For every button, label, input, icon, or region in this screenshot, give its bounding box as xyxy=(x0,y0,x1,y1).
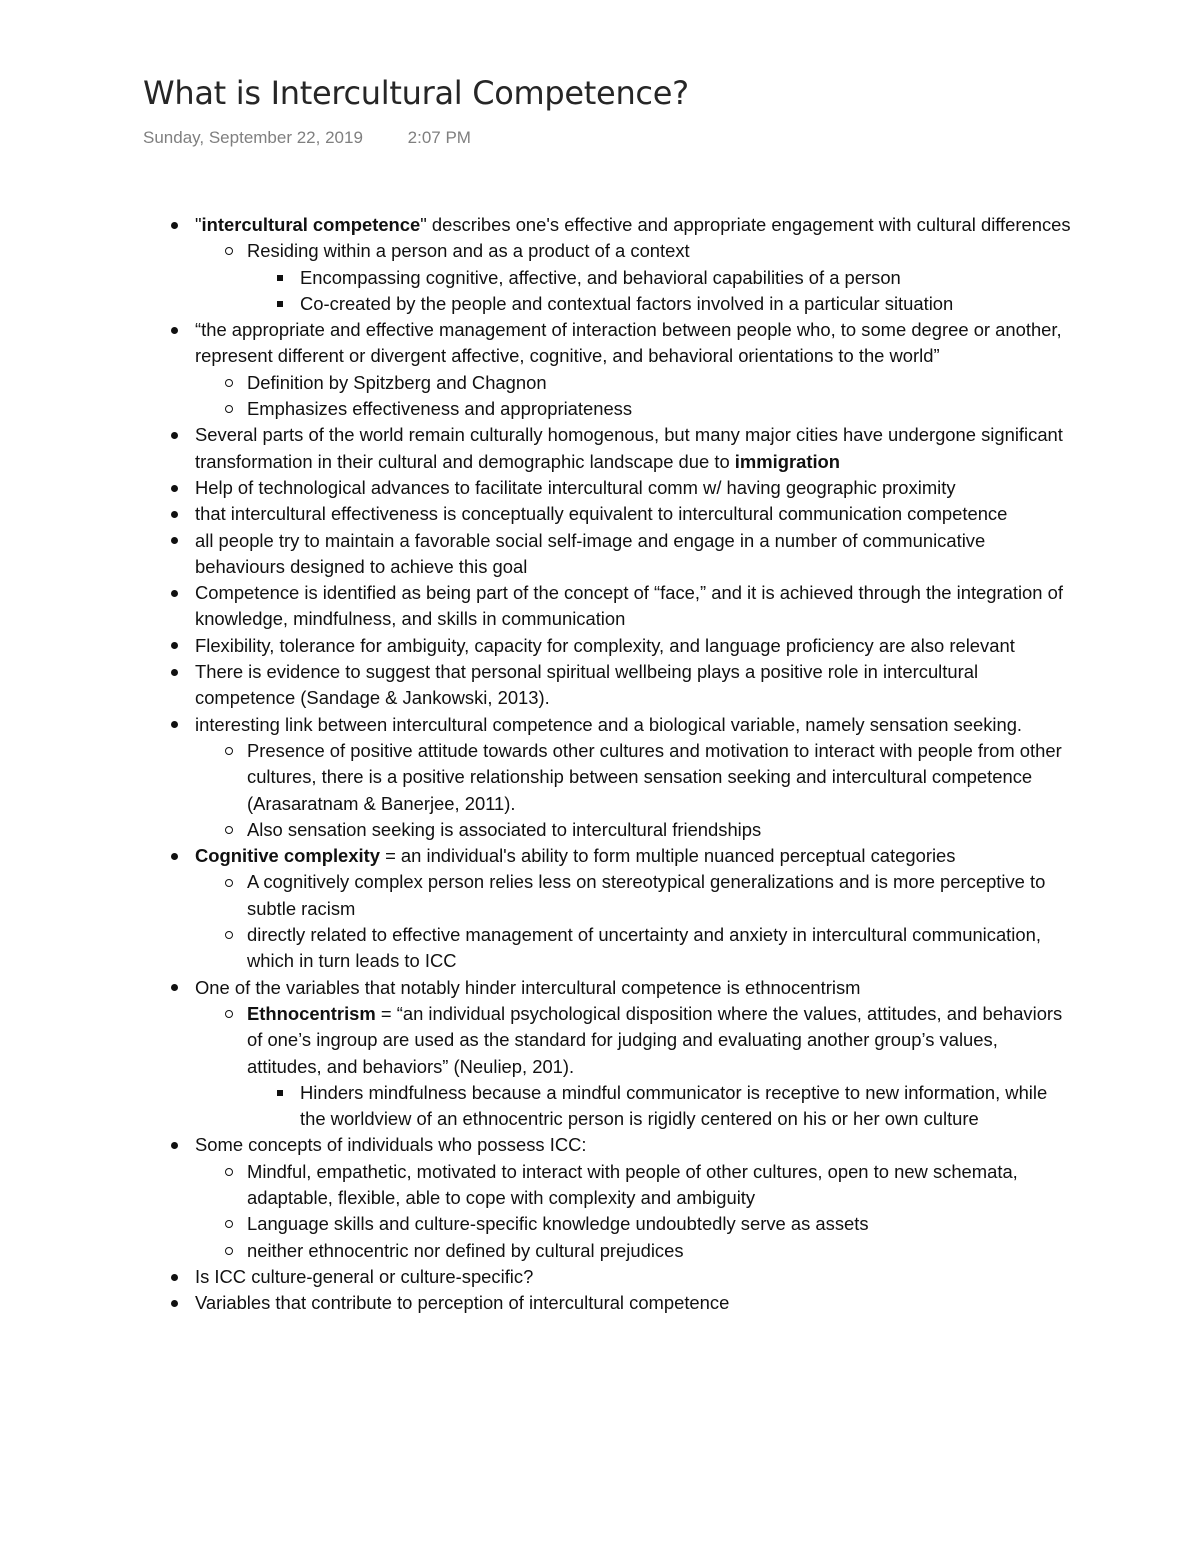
text-run: Definition by Spitzberg and Chagnon xyxy=(247,371,547,393)
hollow-circle-bullet-icon xyxy=(222,396,236,422)
text-run: Residing within a person and as a product of a context xyxy=(247,240,690,262)
filled-circle-bullet-icon xyxy=(167,528,181,554)
hollow-circle-bullet-icon xyxy=(222,238,236,264)
list-item xyxy=(195,528,1075,581)
list-item xyxy=(195,501,1075,527)
list-item xyxy=(195,1132,1075,1158)
text-run: Emphasizes effectiveness and appropriateness xyxy=(247,398,633,420)
list-item-text xyxy=(247,922,1075,975)
list-item xyxy=(300,291,1075,317)
list-item-text xyxy=(247,817,1075,843)
text-run: Several parts of the world remain culturally homogenous, but many major cities have undergone significant transformation in their cultural and demographic landscape due to xyxy=(195,424,1063,472)
bold-term: immigration xyxy=(734,450,841,472)
list-item-text xyxy=(300,291,1075,317)
list-item-text xyxy=(195,1264,1075,1290)
text-run: Also sensation seeking is associated to intercultural friendships xyxy=(247,818,762,840)
note-time: 2:07 PM xyxy=(407,128,471,147)
text-run: A cognitively complex person relies less on stereotypical generalizations and is more perceptive to subtle racism xyxy=(247,871,1046,919)
text-run: Competence is identified as being part of the concept of “face,” and it is achieved through the integration of knowledge, mindfulness, and skills in communication xyxy=(195,582,1063,630)
list-item xyxy=(195,475,1075,501)
list-item xyxy=(247,1238,1075,1264)
text-run: interesting link between intercultural competence and a biological variable, namely sensation seeking. xyxy=(195,713,1023,735)
text-run: Encompassing cognitive, affective, and behavioral capabilities of a person xyxy=(300,266,901,288)
list-item-text xyxy=(195,212,1075,238)
filled-circle-bullet-icon xyxy=(167,1264,181,1290)
page-title: What is Intercultural Competence? xyxy=(143,74,689,112)
list-item-text xyxy=(195,659,1075,712)
list-item-text xyxy=(195,712,1075,738)
list-item-text xyxy=(195,843,1075,869)
text-run: Presence of positive attitude towards other cultures and motivation to interact with people from other cultures, there is a positive relationship between sensation seeking and intercultural competence (Arasaratnam & Banerjee, 2011). xyxy=(247,739,1062,814)
bold-term: Cognitive complexity xyxy=(195,845,380,867)
list-item xyxy=(247,817,1075,843)
text-run: There is evidence to suggest that personal spiritual wellbeing plays a positive role in intercultural competence (Sandage & Jankowski, 2013). xyxy=(195,661,979,709)
square-bullet-icon xyxy=(274,265,286,291)
list-item xyxy=(195,843,1075,869)
list-item-text xyxy=(195,1290,1075,1316)
filled-circle-bullet-icon xyxy=(167,475,181,501)
list-item xyxy=(247,1001,1075,1080)
list-item-text xyxy=(195,501,1075,527)
list-item-text xyxy=(195,528,1075,581)
list-item-text xyxy=(195,633,1075,659)
filled-circle-bullet-icon xyxy=(167,1132,181,1158)
text-run: = “an individual psychological disposition where the values, attitudes, and behaviors of one’s ingroup are used as the standard for judging and evaluating another group’s values, attitudes, and behaviors” (Neuliep, 201). xyxy=(247,1002,1063,1077)
filled-circle-bullet-icon xyxy=(167,212,181,238)
list-item-text xyxy=(247,1001,1075,1080)
filled-circle-bullet-icon xyxy=(167,580,181,606)
hollow-circle-bullet-icon xyxy=(222,1001,236,1027)
list-item-text xyxy=(195,317,1075,370)
filled-circle-bullet-icon xyxy=(167,422,181,448)
text-run: Mindful, empathetic, motivated to interact with people of other cultures, open to new schemata, adaptable, flexible, able to cope with complexity and ambiguity xyxy=(247,1160,1018,1208)
list-item xyxy=(195,317,1075,370)
list-item xyxy=(195,975,1075,1001)
list-item-text xyxy=(247,1211,1075,1237)
text-run: One of the variables that notably hinder intercultural competence is ethnocentrism xyxy=(195,976,861,998)
list-item xyxy=(247,1211,1075,1237)
list-item xyxy=(247,738,1075,817)
list-item-text xyxy=(300,265,1075,291)
list-item xyxy=(300,265,1075,291)
text-run: neither ethnocentric nor defined by cultural prejudices xyxy=(247,1239,684,1261)
filled-circle-bullet-icon xyxy=(167,501,181,527)
text-run: all people try to maintain a favorable social self-image and engage in a number of communicative behaviours designed to achieve this goal xyxy=(195,529,986,577)
text-run: " describes one's effective and appropriate engagement with cultural differences xyxy=(420,214,1071,235)
text-run: = an individual's ability to form multiple nuanced perceptual categories xyxy=(379,845,956,867)
list-item-text xyxy=(195,1132,1075,1158)
hollow-circle-bullet-icon xyxy=(222,922,236,948)
list-item xyxy=(195,212,1075,238)
filled-circle-bullet-icon xyxy=(167,975,181,1001)
list-item-text xyxy=(195,580,1075,633)
list-item xyxy=(195,1264,1075,1290)
list-item xyxy=(300,1080,1075,1133)
list-item xyxy=(247,370,1075,396)
filled-circle-bullet-icon xyxy=(167,633,181,659)
hollow-circle-bullet-icon xyxy=(222,1211,236,1237)
list-item-text xyxy=(247,1159,1075,1212)
list-item xyxy=(195,659,1075,712)
list-item xyxy=(195,580,1075,633)
list-item-text xyxy=(247,238,1075,264)
bullet-list xyxy=(0,212,1200,1316)
filled-circle-bullet-icon xyxy=(167,317,181,343)
list-item-text xyxy=(300,1080,1075,1133)
list-item xyxy=(195,1290,1075,1316)
square-bullet-icon xyxy=(274,291,286,317)
note-timestamp xyxy=(143,128,471,148)
text-run: Some concepts of individuals who possess ICC: xyxy=(195,1134,587,1156)
bold-term: intercultural competence xyxy=(201,214,421,235)
text-run: Is ICC culture-general or culture-specific? xyxy=(195,1265,534,1287)
text-run: Hinders mindfulness because a mindful communicator is receptive to new information, while the worldview of an ethnocentric person is rigidly centered on his or her own culture xyxy=(300,1081,1048,1130)
list-item-text xyxy=(247,396,1075,422)
hollow-circle-bullet-icon xyxy=(222,869,236,895)
hollow-circle-bullet-icon xyxy=(222,1159,236,1185)
text-run: directly related to effective management of uncertainty and anxiety in intercultural communication, which in turn leads to ICC xyxy=(247,924,1041,972)
list-item xyxy=(195,422,1075,475)
list-item-text xyxy=(195,975,1075,1001)
text-run: Help of technological advances to facilitate intercultural comm w/ having geographic proximity xyxy=(195,476,956,498)
hollow-circle-bullet-icon xyxy=(222,370,236,396)
text-run: " xyxy=(195,214,202,235)
note-date: Sunday, September 22, 2019 xyxy=(143,128,363,147)
list-item xyxy=(195,712,1075,738)
list-item xyxy=(247,1159,1075,1212)
list-item-text xyxy=(195,422,1075,475)
hollow-circle-bullet-icon xyxy=(222,1238,236,1264)
text-run: that intercultural effectiveness is conceptually equivalent to intercultural communication competence xyxy=(195,503,1008,525)
hollow-circle-bullet-icon xyxy=(222,738,236,764)
list-item xyxy=(247,869,1075,922)
hollow-circle-bullet-icon xyxy=(222,817,236,843)
square-bullet-icon xyxy=(274,1080,286,1106)
text-run: Variables that contribute to perception of intercultural competence xyxy=(195,1292,730,1314)
text-run: Language skills and culture-specific knowledge undoubtedly serve as assets xyxy=(247,1213,869,1235)
list-item-text xyxy=(247,738,1075,817)
list-item-text xyxy=(195,475,1075,501)
text-run: Flexibility, tolerance for ambiguity, capacity for complexity, and language proficiency are also relevant xyxy=(195,634,1015,656)
filled-circle-bullet-icon xyxy=(167,843,181,869)
list-item xyxy=(247,396,1075,422)
list-item-text xyxy=(247,1238,1075,1264)
text-run: “the appropriate and effective management of interaction between people who, to some degree or another, represent different or divergent affective, cognitive, and behavioral orientations to the world” xyxy=(195,319,1062,367)
list-item xyxy=(247,922,1075,975)
filled-circle-bullet-icon xyxy=(167,712,181,738)
filled-circle-bullet-icon xyxy=(167,659,181,685)
list-item-text xyxy=(247,370,1075,396)
bold-term: Ethnocentrism xyxy=(247,1002,376,1024)
list-item-text xyxy=(247,869,1075,922)
text-run: Co-created by the people and contextual factors involved in a particular situation xyxy=(300,292,954,314)
list-item xyxy=(195,633,1075,659)
filled-circle-bullet-icon xyxy=(167,1290,181,1316)
list-item xyxy=(247,238,1075,264)
